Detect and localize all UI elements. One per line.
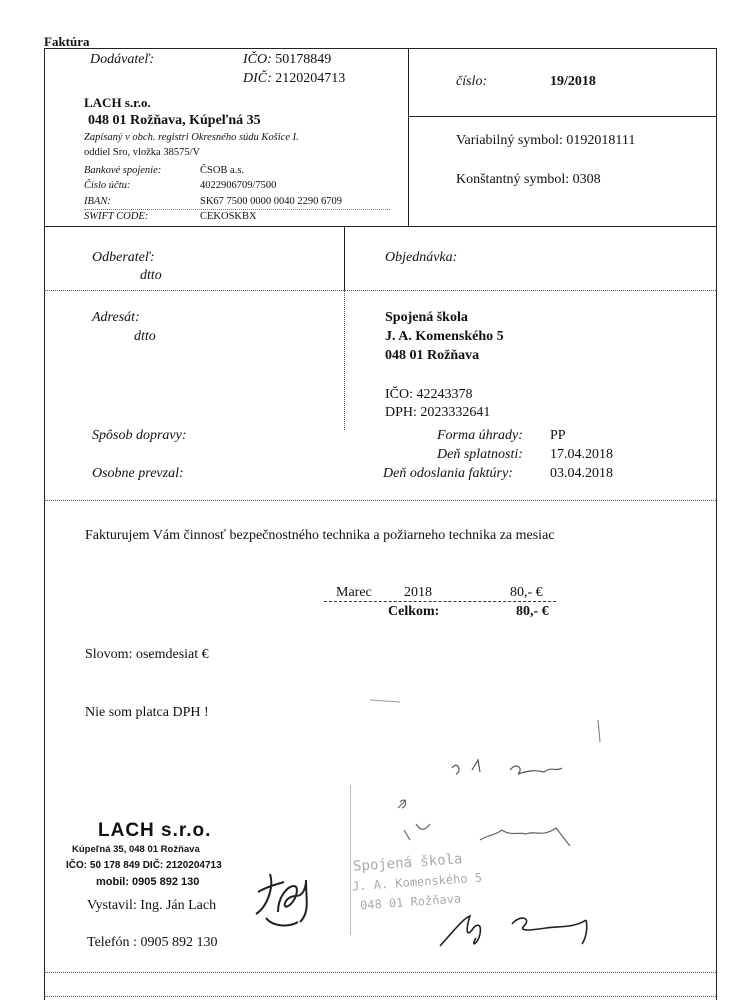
bank-value: ČSOB a.s. [200,165,245,176]
frame-top-border [44,48,716,49]
swift-value: CEKOSKBX [200,211,257,222]
transport-label: Spôsob dopravy: [92,428,187,443]
swift-underline [84,209,390,210]
sent-value: 03.04.2018 [550,466,613,481]
item-amount: 80,- € [510,585,543,600]
sent-label: Deň odoslania faktúry: [383,466,513,481]
received-stamp-line3: 048 01 Rožňava [359,891,462,913]
bottom-divider [44,996,716,997]
supplier-ico: IČO: 50178849 [243,52,332,67]
supplier-address: 048 01 Rožňava, Kúpeľná 35 [88,113,261,128]
iban-value: SK67 7500 0000 0040 2290 6709 [200,196,343,207]
account-label: Číslo účtu: [84,180,131,191]
amount-in-words: Slovom: osemdesiat € [85,647,209,662]
handwritten-annotations [360,690,620,880]
footer-divider [44,972,716,973]
item-month: Marec [336,585,372,600]
addressee-dph: DPH: 2023332641 [385,405,491,420]
order-label: Objednávka: [385,250,458,265]
received-stamp-border [350,785,351,935]
terms-bottom-divider [44,500,716,501]
supplier-registry-line1: Zapísaný v obch. registri Okresného súdu Košice I. [84,132,299,143]
addressee-value: dtto [134,329,156,344]
header-divider [408,48,409,226]
phone: Telefón : 0905 892 130 [87,935,218,950]
addressee-divider [344,290,345,430]
invoice-intro: Fakturujem Vám činnosť bezpečnostného technika a požiarneho technika za mesiac [85,528,555,543]
account-value: 4022906709/7500 [200,180,277,191]
invoice-number-divider [408,116,716,117]
personal-label: Osobne prevzal: [92,466,184,481]
customer-divider [344,226,345,290]
invoice-number-label: číslo: [456,74,488,89]
frame-right-border [716,48,717,1000]
frame-left-border [44,48,45,1000]
addressee-name: Spojená škola [385,310,468,325]
stamp-line2: IČO: 50 178 849 DIČ: 2120204713 [66,860,222,871]
addressee-street: J. A. Komenského 5 [385,329,504,344]
customer-bottom-divider [44,290,716,291]
swift-label: SWIFT CODE: [84,211,149,222]
item-year: 2018 [404,585,432,600]
supplier-name: LACH s.r.o. [84,95,151,110]
bank-label: Bankové spojenie: [84,165,162,176]
vat-note: Nie som platca DPH ! [85,705,209,720]
addressee-city: 048 01 Rožňava [385,348,480,363]
recipient-signature [436,898,606,952]
item-underline [324,601,556,602]
supplier-label: Dodávateľ: [90,52,155,67]
due-value: 17.04.2018 [550,447,613,462]
stamp-line1: Kúpeľná 35, 048 01 Rožňava [72,844,200,855]
supplier-bottom-border [44,226,716,227]
stamp-name: LACH s.r.o. [98,820,212,841]
stamp-line3: mobil: 0905 892 130 [96,876,200,888]
issuer-signature [248,856,324,932]
constant-symbol: Konštantný symbol: 0308 [456,172,601,187]
addressee-ico: IČO: 42243378 [385,387,473,402]
supplier-registry-line2: oddiel Sro, vložka 38575/V [84,147,201,158]
received-stamp-line1: Spojená škola [352,851,464,875]
received-stamp-line2: J. A. Komenského 5 [351,870,483,894]
variable-symbol: Variabilný symbol: 0192018111 [456,133,636,148]
invoice-number: 19/2018 [550,74,596,89]
customer-label: Odberateľ: [92,250,155,265]
issuer: Vystavil: Ing. Ján Lach [87,898,217,913]
payment-value: PP [550,428,566,443]
addressee-label: Adresát: [92,310,140,325]
due-label: Deň splatnosti: [437,447,523,462]
total-value: 80,- € [516,604,549,619]
iban-label: IBAN: [84,196,111,207]
supplier-dic: DIČ: 2120204713 [243,71,346,86]
total-label: Celkom: [388,604,440,619]
document-title: Faktúra [44,34,90,49]
payment-label: Forma úhrady: [437,428,523,443]
customer-value: dtto [140,268,162,283]
